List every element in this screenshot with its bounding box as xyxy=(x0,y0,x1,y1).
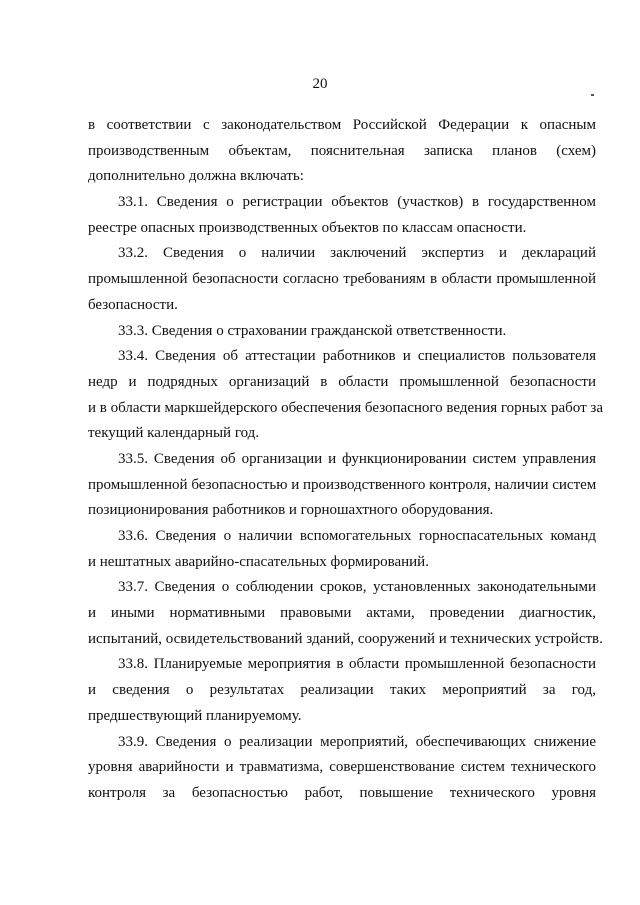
paragraph-intro xyxy=(88,113,596,190)
paragraph-33-6 xyxy=(88,524,596,575)
text-line: 33.8. Планируемые мероприятия в области промышленной безопасности xyxy=(118,656,596,673)
text-line: позиционирования работников и горношахтного оборудования. xyxy=(88,502,494,519)
paragraph-33-7 xyxy=(88,575,603,652)
text-line: 33.9. Сведения о реализации мероприятий, обеспечивающих снижение xyxy=(118,733,596,750)
paragraph-33-8 xyxy=(88,652,596,729)
text-line: и в области маркшейдерского обеспечения безопасного ведения горных работ за xyxy=(88,399,603,416)
page-number: 20 xyxy=(312,76,328,92)
text-line: и иными нормативными правовыми актами, проведении диагностик, xyxy=(88,605,596,622)
scan-mark xyxy=(591,94,594,96)
text-line: уровня аварийности и травматизма, совершенствование систем технического xyxy=(88,759,596,776)
text-line: контроля за безопасностью работ, повышение технического уровня xyxy=(88,784,596,801)
text-line: в соответствии с законодательством Российской Федерации к опасным xyxy=(88,117,596,133)
text-line: реестре опасных производственных объектов по классам опасности. xyxy=(88,219,527,236)
paragraph-33-2 xyxy=(88,241,596,318)
paragraph-33-3 xyxy=(88,319,596,345)
text-line: текущий календарный год. xyxy=(88,425,260,442)
text-line: промышленной безопасностью и производственного контроля, наличии систем xyxy=(88,476,597,493)
body-text xyxy=(88,113,603,807)
text-line: и нештатных аварийно-спасательных формирований. xyxy=(88,553,429,570)
text-line: недр и подрядных организаций в области промышленной безопасности xyxy=(88,373,596,390)
paragraph-33-9 xyxy=(88,730,596,807)
text-line: предшествующий планируемому. xyxy=(88,707,302,724)
text-line: и сведения о результатах реализации таких мероприятий за год, xyxy=(88,682,596,699)
paragraph-33-4 xyxy=(88,344,603,447)
text-line: дополнительно должна включать: xyxy=(88,168,304,185)
text-line: производственным объектам, пояснительная записка планов (схем) xyxy=(88,142,596,159)
text-line: промышленной безопасности согласно требованиям в области промышленной xyxy=(88,271,596,288)
text-line: 33.5. Сведения об организации и функционировании систем управления xyxy=(118,450,596,467)
paragraph-33-1 xyxy=(88,190,596,241)
text-line: 33.6. Сведения о наличии вспомогательных горноспасательных команд xyxy=(118,528,596,544)
text-line: 33.1. Сведения о регистрации объектов (участков) в государственном xyxy=(118,194,596,211)
paragraph-33-5 xyxy=(88,447,596,524)
text-line: 33.4. Сведения об аттестации работников и специалистов пользователя xyxy=(118,348,596,365)
text-line: испытаний, освидетельствований зданий, сооружений и технических устройств. xyxy=(88,630,603,647)
text-line: 33.3. Сведения о страховании гражданской ответственности. xyxy=(118,322,507,339)
text-line: 33.2. Сведения о наличии заключений экспертиз и деклараций xyxy=(118,245,596,262)
text-line: 33.7. Сведения о соблюдении сроков, установленных законодательными xyxy=(118,579,596,596)
text-line: безопасности. xyxy=(88,296,178,313)
